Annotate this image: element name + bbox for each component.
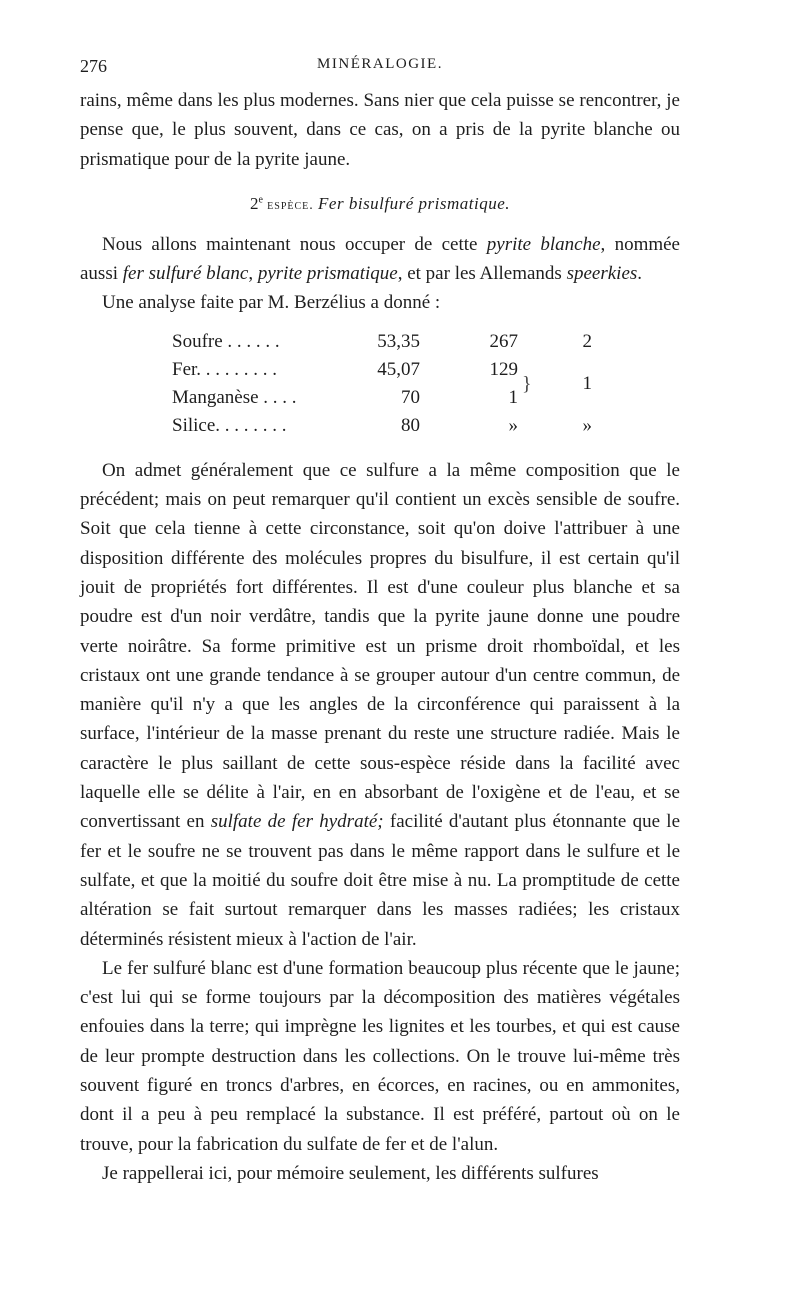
atoms-value: 129: [489, 358, 518, 380]
section-kind: espèce.: [267, 197, 314, 213]
continuation-paragraph: rains, même dans les plus modernes. Sans nier que cela puisse se rencontrer, je pense que, le plus souvent, dans ce cas, on a pris de la pyrite blanche ou prismatique pour de la pyrite jaune.: [80, 90, 680, 170]
atoms-value: 1: [508, 386, 518, 408]
body-paragraph-1: [80, 456, 680, 954]
section-number-sup: e: [258, 194, 263, 206]
intro-italic-1: pyrite blanche: [486, 233, 601, 255]
atoms-value: »: [508, 414, 518, 436]
book-page: [80, 56, 680, 1188]
atoms-value: 267: [489, 330, 518, 352]
body-text: On admet généralement que ce sulfure a la même composition que le précédent; mais on peut remarquer qu'il contient un excès sensible de soufre. Soit que cela tienne à cette circonstance, soit qu'on doive l'attribuer à une disposition différente des molécules propres du bisulfure, il est certain qu'il jouit de propriétés fort différentes. Il est d'une couleur plus blanche et sa poudre est d'un noir verdâtre, tandis que la pyrite jaune donne une poudre verte noirâtre. Sa forme primitive est un prisme droit rhomboïdal, et les cristaux ont une grande tendance à se grouper autour d'un centre commun, de manière qu'il n'y a que les angles de la circonférence qui paraissent à la surface, l'intérieur de la masse prenant du reste une structure radiée. Mais le caractère le plus saillant de cette sous-espèce réside dans la facilité avec laquelle elle se délite à l'air, en en absorbant de l'oxigène et de l'eau, et se convertissant en: [80, 459, 680, 833]
body-paragraph-3: Je rappellerai ici, pour mémoire seulement, les différents sulfures: [102, 1162, 599, 1184]
intro-italic-2: fer sulfuré blanc: [122, 263, 249, 285]
section-title: Fer bisulfuré prismatique.: [318, 193, 511, 213]
section-number: 2: [249, 193, 259, 213]
intro-italic-3: pyrite prismatique: [257, 263, 398, 285]
section-heading: [80, 194, 680, 214]
percent-value: 53,35: [377, 330, 420, 352]
running-head: MINÉRALOGIE.: [317, 56, 443, 72]
percent-value: 70: [401, 386, 420, 408]
element-name: Fer. . . . . . . . .: [172, 358, 278, 380]
body-text: facilité d'autant plus étonnante que le fer et le soufre ne se trouvent pas dans le même rapport dans le sulfure et le sulfate, et que la moitié du soufre doit être mise à nu. La promptitude de cette altération se fait surtout remarquer dans les masses radiées; les cristaux déterminés résistent mieux à l'action de l'air.: [80, 811, 681, 950]
page-number: 276: [80, 56, 107, 76]
page-header: [80, 56, 680, 86]
element-name: Silice. . . . . . . .: [172, 414, 287, 436]
analysis-table: [172, 328, 592, 440]
table-row: [172, 356, 592, 384]
intro-text-3: ,: [248, 263, 258, 285]
ratio-value: »: [582, 414, 592, 436]
element-name: Manganèse . . . .: [172, 386, 297, 408]
element-name: Soufre . . . . . .: [172, 330, 280, 352]
intro-text-2: , nommée aussi: [80, 233, 680, 285]
intro-paragraph: [80, 230, 680, 289]
brace-icon: }: [522, 372, 532, 395]
percent-value: 45,07: [377, 358, 420, 380]
table-row: [172, 412, 592, 440]
ratio-value: 2: [582, 330, 592, 352]
ratio-value: 1: [582, 372, 592, 394]
analysis-intro: Une analyse faite par M. Berzélius a donné :: [102, 292, 441, 314]
intro-text-5: .: [637, 263, 643, 285]
intro-text-1: Nous allons maintenant nous occuper de cette: [102, 233, 487, 255]
intro-text-4: , et par les Allemands: [397, 263, 567, 285]
intro-italic-4: speerkies: [566, 263, 638, 285]
body-italic: sulfate de fer hydraté;: [210, 811, 384, 833]
percent-value: 80: [401, 414, 420, 436]
table-row: [172, 328, 592, 356]
body-paragraph-2: Le fer sulfuré blanc est d'une formation beaucoup plus récente que le jaune; c'est lui qui se forme toujours par la décomposition des matières végétales enfouies dans la terre; qui imprègne les lignites et les tourbes, et qui est cause de leur prompte destruction dans les collections. On le trouve lui-même très souvent figuré en troncs d'arbres, en écorces, en racines, ou en ammonites, dont il a peu à peu remplacé la substance. Il est préféré, partout où on le trouve, pour la fabrication du sulfate de fer et de l'alun.: [80, 957, 680, 1155]
